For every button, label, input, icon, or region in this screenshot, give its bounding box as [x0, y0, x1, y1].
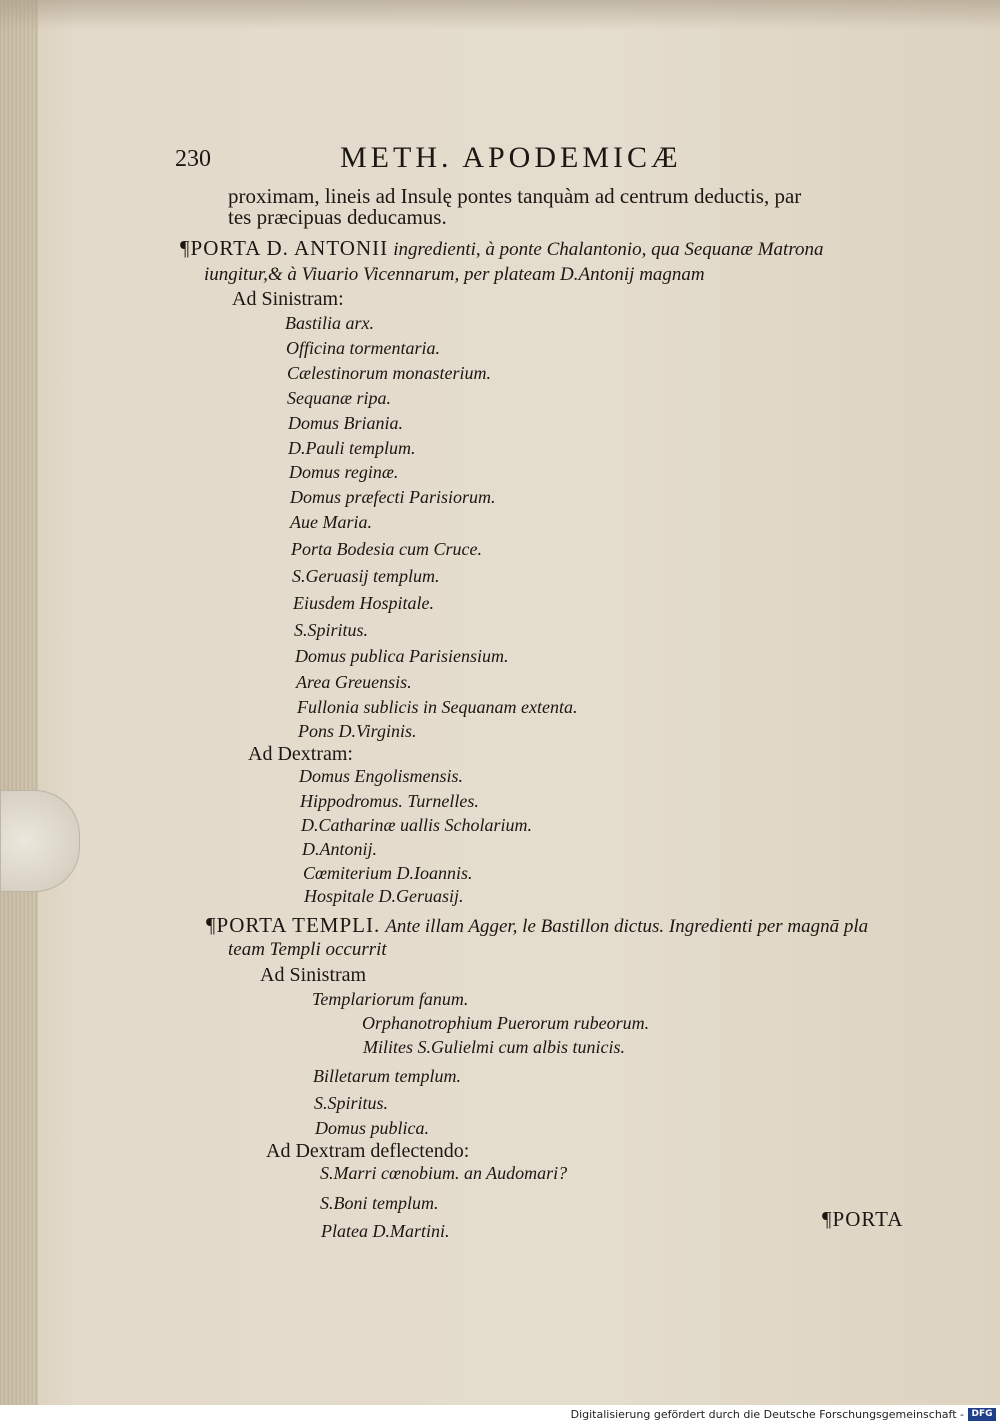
list-item: Billetarum templum.: [313, 1066, 461, 1086]
list-item: Aue Maria.: [290, 512, 372, 532]
page-clip: [0, 790, 80, 892]
list-item: D.Catharinæ uallis Scholarium.: [301, 815, 533, 835]
list-item: Domus reginæ.: [289, 462, 399, 482]
section1-left-heading: Ad Sinistram:: [232, 288, 344, 310]
footer-bar: [0, 1405, 1000, 1424]
list-item: D.Pauli templum.: [288, 438, 416, 458]
section1-title-rest: ingredienti, à ponte Chalantonio, qua Sequanæ Matrona: [393, 239, 824, 260]
list-item: Sequanæ ripa.: [287, 388, 392, 408]
list-item: Bastilia arx.: [285, 313, 374, 333]
section2-title-rest: Ante illam Agger, le Bastillon dictus. Ingredienti per magnā pla: [385, 916, 869, 937]
list-item: Domus Briania.: [288, 413, 404, 433]
section2-heading: [206, 915, 868, 936]
list-item: Templariorum fanum.: [312, 989, 469, 1009]
list-item: Hippodromus. Turnelles.: [300, 791, 479, 811]
list-item: Eiusdem Hospitale.: [293, 593, 434, 613]
section1-right-heading: Ad Dextram:: [248, 743, 353, 765]
list-item: Hospitale D.Geruasij.: [304, 886, 464, 906]
page-edge-shadow: [0, 0, 38, 1405]
list-item: D.Antonij.: [302, 839, 377, 859]
list-item: S.Spiritus.: [294, 620, 369, 640]
running-title: METH. APODEMICÆ: [340, 141, 682, 174]
list-item: Area Greuensis.: [296, 672, 412, 692]
section2-right-heading: Ad Dextram deflectendo:: [266, 1140, 470, 1162]
list-item: S.Spiritus.: [314, 1093, 389, 1113]
list-item: Porta Bodesia cum Cruce.: [291, 539, 482, 559]
list-item: Pons D.Virginis.: [298, 721, 417, 741]
list-item: S.Boni templum.: [320, 1193, 439, 1213]
section1-line-2: iungitur,& à Viuario Vicennarum, per plateam D.Antonij magnam: [204, 264, 705, 285]
list-item: Cælestinorum monasterium.: [287, 363, 492, 383]
section1-title: ¶PORTA D. ANTONII: [180, 236, 389, 260]
list-item: Orphanotrophium Puerorum rubeorum.: [362, 1013, 650, 1033]
list-item: Domus Engolismensis.: [299, 766, 464, 786]
page-number: 230: [175, 146, 211, 172]
catchword: ¶PORTA: [822, 1207, 904, 1231]
list-item: Milites S.Gulielmi cum albis tunicis.: [363, 1037, 625, 1057]
intro-line-2: tes præcipuas deducamus.: [228, 205, 447, 229]
top-shadow: [0, 0, 1000, 30]
list-item: Domus publica.: [315, 1118, 429, 1138]
section2-left-heading: Ad Sinistram: [260, 964, 367, 986]
list-item: Fullonia sublicis in Sequanam extenta.: [297, 697, 578, 717]
section2-title: ¶PORTA TEMPLI.: [206, 913, 381, 937]
dfg-logo: DFG: [968, 1408, 996, 1421]
list-item: Domus publica Parisiensium.: [295, 646, 509, 666]
list-item: Platea D.Martini.: [321, 1221, 450, 1241]
list-item: S.Marri cœnobium. an Audomari?: [320, 1163, 568, 1183]
section1-heading: [180, 238, 824, 259]
intro-line-1: proximam, lineis ad Insulę pontes tanquàm ad centrum deductis, par: [228, 184, 802, 208]
list-item: Officina tormentaria.: [286, 338, 440, 358]
list-item: Cœmiterium D.Ioannis.: [303, 863, 473, 883]
section2-line-2: team Templi occurrit: [228, 939, 387, 960]
list-item: Domus præfecti Parisiorum.: [290, 487, 496, 507]
footer-credit: Digitalisierung gefördert durch die Deutsche Forschungsgemeinschaft -: [570, 1408, 964, 1421]
list-item: S.Geruasij templum.: [292, 566, 440, 586]
